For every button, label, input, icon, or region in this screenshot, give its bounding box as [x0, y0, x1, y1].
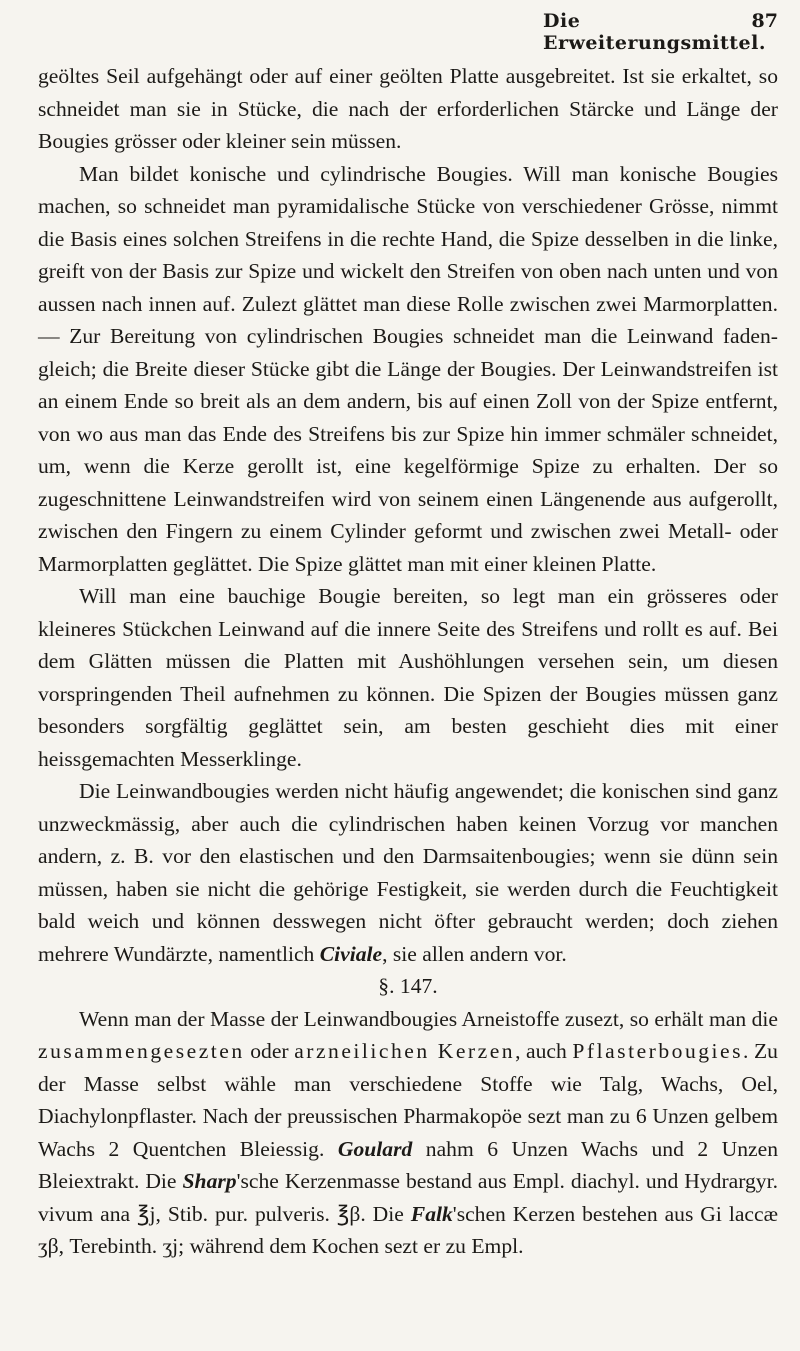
paragraph-5-text-b: oder [250, 1039, 289, 1063]
spaced-term-3: Pflasterbougies [572, 1039, 744, 1063]
paragraph-4 [38, 775, 778, 970]
author-name-civiale: Civiale [319, 941, 383, 966]
paragraph-5-text-d: . Zu der Masse selbst wähle man verschiedene Stoffe wie Talg, Wachs, Oel, Diachylonpflaster. Nach der preussischen Pharmakopöe sezt man zu 6 Unzen gelbem Wachs 2 Quentchen Bleiessig. [38, 1039, 778, 1161]
paragraph-5-text-a: Wenn man der Masse der Leinwandbougies Arneistoffe zusezt, so erhält man die [79, 1006, 778, 1031]
paragraph-4-text-b: , sie allen andern vor. [382, 941, 567, 966]
author-name-falk: Falk [410, 1201, 453, 1226]
paragraph-1: geöltes Seil aufgehängt oder auf einer geölten Platte ausgebreitet. Ist sie erkaltet, so schneidet man sie in Stücke, die nach der erforderlichen Stärcke und Länge der Bougies grösser oder kleiner sein müssen. [38, 64, 778, 153]
page-header [38, 0, 778, 60]
paragraph-3: Will man eine bauchige Bougie bereiten, so legt man ein grösseres oder kleineres Stückchen Leinwand auf die innere Seite des Streifens und rollt es auf. Bei dem Glätten müssen die Platten mit Aushöhlungen versehen sein, um diesen vorspringenden Theil aufnehmen zu können. Die Spizen der Bougies müssen ganz besonders sorgfältig geglättet sein, am besten geschieht dies mit einer heissgemachten Messerklinge. [38, 584, 778, 771]
page-number: 87 [751, 10, 778, 32]
paragraph-5-text-c: , auch [515, 1039, 567, 1063]
paragraph-5-text-f: 'sche Kerzenmasse bestand aus Empl. diachyl. und Hydrargyr. vivum ana ℥j, Stib. pur. pulveris. ℥β. Die [38, 1169, 779, 1226]
paragraph-4-text-a: Die Leinwandbougies werden nicht häufig angewendet; die konischen sind ganz unzweckmässig, aber auch die cylindrischen haben keinen Vorzug vor manchen andern, z. B. vor den elastischen und den Darmsaitenbougies; wenn sie dünn sein müssen, haben sie nicht die gehörige Festigkeit, sie werden durch die Feuchtigkeit bald weich und können desswegen nicht öfter gebraucht werden; doch ziehen mehrere Wundärzte, namentlich [38, 779, 778, 966]
paragraph-5-text-e: nahm 6 Unzen Wachs und 2 Unzen Bleiextrakt. Die [38, 1136, 779, 1193]
section-number: §. 147. [378, 974, 438, 998]
paragraph-5-text-g: 'schen Kerzen bestehen aus Gi laccæ ʒβ, Terebinth. ʒj; während dem Kochen sezt er zu Empl. [38, 1201, 778, 1258]
body-text [38, 60, 778, 1263]
author-name-sharp: Sharp [182, 1169, 237, 1193]
paragraph-5 [38, 1003, 778, 1263]
spaced-term-1: zusammengesezten [38, 1039, 245, 1063]
author-name-goulard: Goulard [337, 1136, 413, 1161]
spaced-term-2: arzneilichen Kerzen [294, 1039, 516, 1063]
paragraph-2: Man bildet konische und cylindrische Bougies. Will man konische Bougies machen, so schneidet man pyramidalische Stücke von verschiedener Grösse, nimmt die Basis eines solchen Streifens in die rechte Hand, die Spize desselben in die linke, greift von der Basis zur Spize und wickelt den Streifen von oben nach unten und von aussen nach innen auf. Zulezt glättet man diese Rolle zwischen zwei Marmorplatten. — Zur Bereitung von cylindrischen Bougies schneidet man die Leinwand faden-gleich; die Breite dieser Stücke gibt die Länge der Bougies. Der Leinwandstreifen ist an einem Ende so breit als an dem andern, bis auf einen Zoll von der Spize entfernt, von wo aus man das Ende des Streifens bis zur Spize hin immer schmäler schneidet, um, wenn die Kerze gerollt ist, eine kegelförmige Spize zu erhalten. Der so zugeschnittene Leinwandstreifen wird von seinem einen Längenende aus aufgerollt, zwischen den Fingern zu einem Cylinder geformt und zwischen zwei Metall- oder Marmorplatten geglättet. Die Spize glättet man mit einer kleinen Platte. [38, 161, 778, 576]
running-head: Die Erweiterungsmittel. [543, 10, 766, 54]
